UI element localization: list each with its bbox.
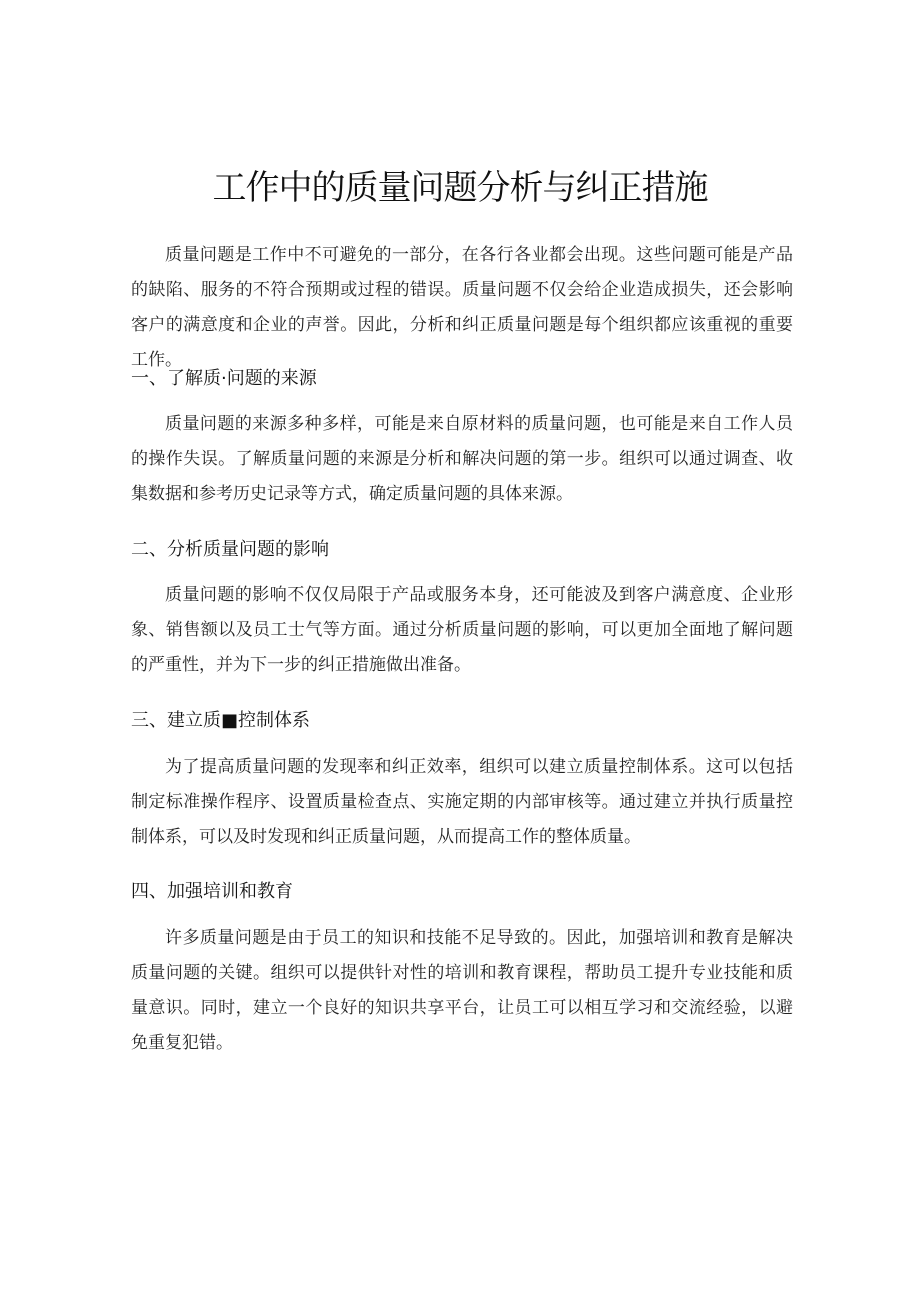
section-heading-training: 四、加强培训和教育 — [131, 881, 293, 902]
section-heading-impact: 二、分析质量问题的影响 — [131, 539, 329, 560]
section-body-sources: 质量问题的来源多种多样，可能是来自原材料的质量问题，也可能是来自工作人员的操作失误。了解质量问题的来源是分析和解决问题的第一步。组织可以通过调查、收集数据和参考历史记录等方式，确定质量问题的具体来源。 — [131, 414, 793, 504]
document-title: 工作中的质量问题分析与纠正措施 — [212, 168, 708, 208]
section-body-control-system: 为了提高质量问题的发现率和纠正效率，组织可以建立质量控制体系。这可以包括制定标准操作程序、设置质量检查点、实施定期的内部审核等。通过建立并执行质量控制体系，可以及时发现和纠正质量问题，从而提高工作的整体质量。 — [131, 757, 793, 847]
intro-paragraph: 质量问题是工作中不可避免的一部分，在各行各业都会出现。这些问题可能是产品的缺陷、服务的不符合预期或过程的错误。质量问题不仅会给企业造成损失，还会影响客户的满意度和企业的声誉。因此，分析和纠正质量问题是每个组织都应该重视的重要工作。 — [131, 245, 793, 370]
section-body-training: 许多质量问题是由于员工的知识和技能不足导致的。因此，加强培训和教育是解决质量问题的关键。组织可以提供针对性的培训和教育课程，帮助员工提升专业技能和质量意识。同时，建立一个良好的知识共享平台，让员工可以相互学习和交流经验，以避免重复犯错。 — [131, 928, 793, 1053]
section-heading-control-system: 三、建立质■控制体系 — [131, 710, 311, 731]
section-heading-sources: 一、了解质·问题的来源 — [131, 368, 317, 389]
section-body-impact: 质量问题的影响不仅仅局限于产品或服务本身，还可能波及到客户满意度、企业形象、销售额以及员工士气等方面。通过分析质量问题的影响，可以更加全面地了解问题的严重性，并为下一步的纠正措施做出准备。 — [131, 585, 793, 675]
